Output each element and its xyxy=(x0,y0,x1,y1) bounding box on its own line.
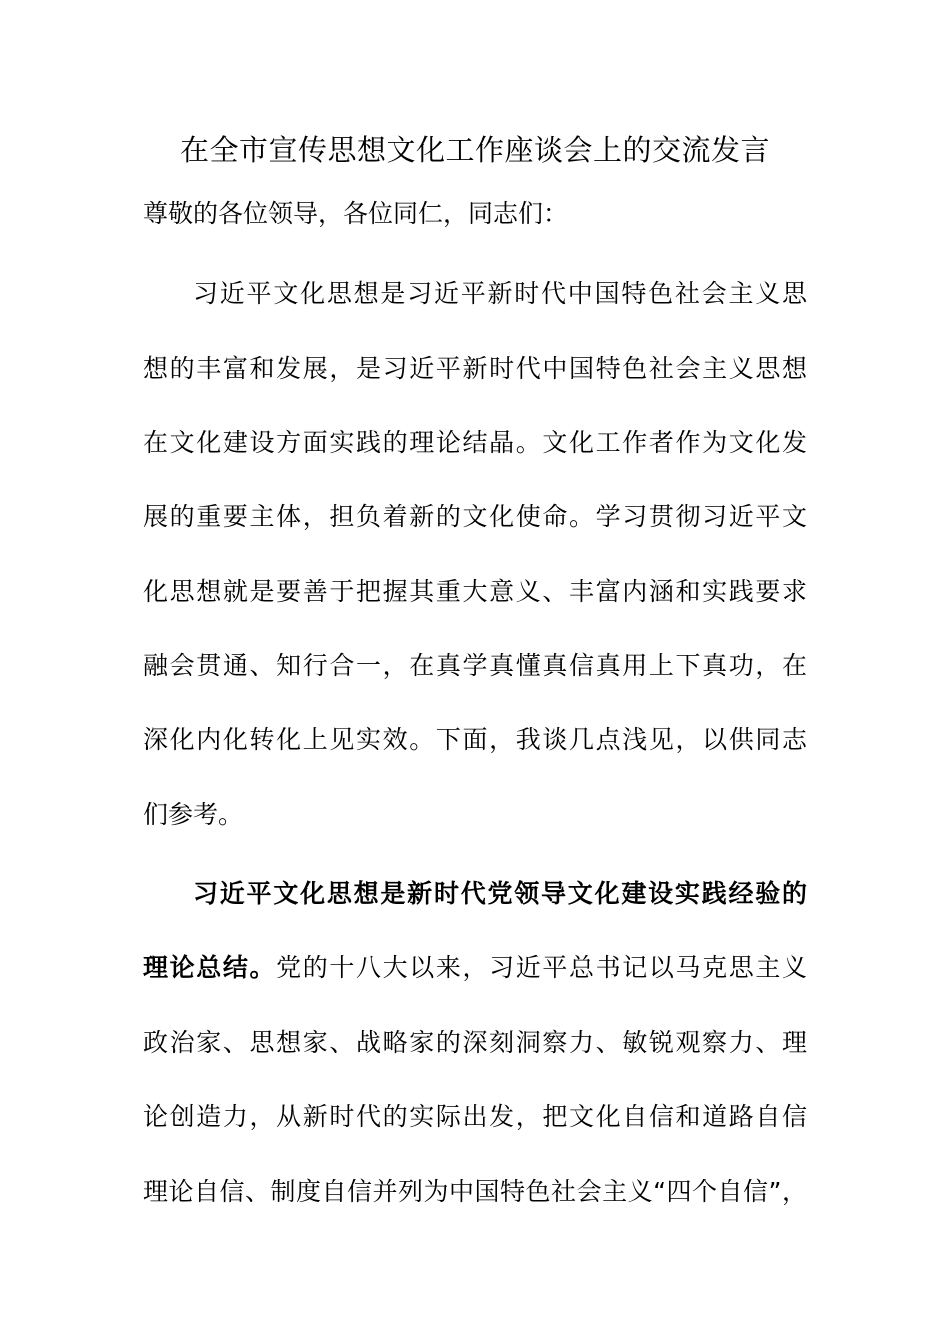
paragraph-line: 在文化建设方面实践的理论结晶。文化工作者作为文化发 xyxy=(143,428,807,457)
paragraph-line: 想的丰富和发展，是习近平新时代中国特色社会主义思想 xyxy=(143,354,807,383)
paragraph-line: 们参考。 xyxy=(143,800,244,829)
paragraph-text: 党的十八大以来，习近平总书记以马克思主义 xyxy=(276,953,807,982)
paragraph-line: 化思想就是要善于把握其重大意义、丰富内涵和实践要求 xyxy=(143,577,807,606)
paragraph-line xyxy=(143,948,807,988)
paragraph-line: 理论自信、制度自信并列为中国特色社会主义“四个自信”， xyxy=(143,1177,807,1206)
paragraph-line: 展的重要主体，担负着新的文化使命。学习贯彻习近平文 xyxy=(143,502,807,531)
section-heading-end: 理论总结。 xyxy=(143,953,277,982)
document-title: 在全市宣传思想文化工作座谈会上的交流发言 xyxy=(179,133,770,167)
paragraph-line: 政治家、思想家、战略家的深刻洞察力、敏锐观察力、理 xyxy=(143,1028,807,1057)
paragraph-line: 论创造力，从新时代的实际出发，把文化自信和道路自信 xyxy=(143,1102,807,1131)
paragraph-line: 融会贯通、知行合一，在真学真懂真信真用上下真功，在 xyxy=(143,651,807,680)
section-heading-line: 习近平文化思想是新时代党领导文化建设实践经验的 xyxy=(193,879,807,908)
paragraph-line: 深化内化转化上见实效。下面，我谈几点浅见，以供同志 xyxy=(143,725,807,754)
greeting: 尊敬的各位领导，各位同仁，同志们： xyxy=(143,199,569,228)
paragraph-line: 习近平文化思想是习近平新时代中国特色社会主义思 xyxy=(193,279,807,308)
